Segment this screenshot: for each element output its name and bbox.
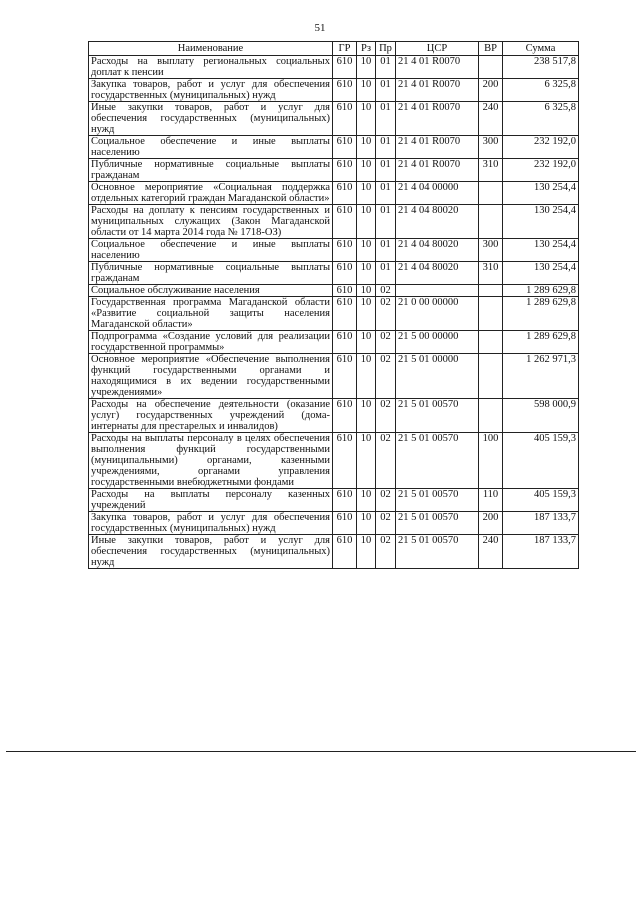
cell-rz: 10 bbox=[357, 535, 376, 569]
header-row bbox=[89, 42, 579, 56]
cell-rz: 10 bbox=[357, 354, 376, 399]
cell-name: Социальное обеспечение и иные выплаты населению bbox=[89, 136, 333, 159]
cell-vr bbox=[479, 182, 503, 205]
cell-name: Социальное обеспечение и иные выплаты населению bbox=[89, 239, 333, 262]
cell-gr: 610 bbox=[333, 102, 357, 136]
table-header bbox=[89, 42, 579, 56]
cell-pr: 01 bbox=[376, 262, 396, 285]
cell-gr: 610 bbox=[333, 239, 357, 262]
table-row bbox=[89, 136, 579, 159]
cell-vr: 300 bbox=[479, 239, 503, 262]
cell-vr: 240 bbox=[479, 102, 503, 136]
table-row bbox=[89, 56, 579, 79]
cell-rz: 10 bbox=[357, 205, 376, 239]
cell-rz: 10 bbox=[357, 433, 376, 489]
table-row bbox=[89, 79, 579, 102]
cell-sum: 187 133,7 bbox=[503, 512, 579, 535]
cell-sum: 130 254,4 bbox=[503, 239, 579, 262]
cell-name: Расходы на выплаты персоналу казенных учреждений bbox=[89, 489, 333, 512]
cell-rz: 10 bbox=[357, 512, 376, 535]
cell-vr: 200 bbox=[479, 79, 503, 102]
cell-pr: 01 bbox=[376, 56, 396, 79]
cell-rz: 10 bbox=[357, 159, 376, 182]
cell-csr: 21 4 04 00000 bbox=[396, 182, 479, 205]
cell-pr: 02 bbox=[376, 285, 396, 297]
cell-gr: 610 bbox=[333, 354, 357, 399]
cell-rz: 10 bbox=[357, 182, 376, 205]
cell-pr: 02 bbox=[376, 535, 396, 569]
cell-sum: 6 325,8 bbox=[503, 102, 579, 136]
table-row bbox=[89, 239, 579, 262]
cell-pr: 02 bbox=[376, 354, 396, 399]
cell-pr: 01 bbox=[376, 239, 396, 262]
cell-csr bbox=[396, 285, 479, 297]
cell-name: Публичные нормативные социальные выплаты гражданам bbox=[89, 159, 333, 182]
header-vr: ВР bbox=[479, 42, 503, 56]
cell-name: Иные закупки товаров, работ и услуг для обеспечения государственных (муниципальных) нужд bbox=[89, 102, 333, 136]
cell-gr: 610 bbox=[333, 205, 357, 239]
cell-sum: 1 289 629,8 bbox=[503, 331, 579, 354]
cell-name: Закупка товаров, работ и услуг для обеспечения государственных (муниципальных) нужд bbox=[89, 79, 333, 102]
cell-pr: 01 bbox=[376, 79, 396, 102]
cell-vr bbox=[479, 56, 503, 79]
cell-pr: 01 bbox=[376, 102, 396, 136]
cell-csr: 21 5 01 00570 bbox=[396, 399, 479, 433]
cell-sum: 238 517,8 bbox=[503, 56, 579, 79]
cell-gr: 610 bbox=[333, 56, 357, 79]
cell-csr: 21 5 00 00000 bbox=[396, 331, 479, 354]
cell-sum: 232 192,0 bbox=[503, 159, 579, 182]
cell-pr: 01 bbox=[376, 182, 396, 205]
cell-sum: 598 000,9 bbox=[503, 399, 579, 433]
cell-name: Закупка товаров, работ и услуг для обеспечения государственных (муниципальных) нужд bbox=[89, 512, 333, 535]
cell-csr: 21 4 01 R0070 bbox=[396, 102, 479, 136]
table-row bbox=[89, 512, 579, 535]
table-row bbox=[89, 159, 579, 182]
cell-csr: 21 5 01 00570 bbox=[396, 535, 479, 569]
cell-sum: 232 192,0 bbox=[503, 136, 579, 159]
table-row bbox=[89, 182, 579, 205]
table-row bbox=[89, 205, 579, 239]
cell-rz: 10 bbox=[357, 489, 376, 512]
cell-vr bbox=[479, 331, 503, 354]
cell-gr: 610 bbox=[333, 136, 357, 159]
cell-vr bbox=[479, 285, 503, 297]
cell-sum: 187 133,7 bbox=[503, 535, 579, 569]
cell-vr bbox=[479, 205, 503, 239]
cell-csr: 21 5 01 00570 bbox=[396, 489, 479, 512]
cell-pr: 01 bbox=[376, 205, 396, 239]
cell-gr: 610 bbox=[333, 297, 357, 331]
cell-csr: 21 4 01 R0070 bbox=[396, 136, 479, 159]
footer-divider bbox=[6, 751, 636, 752]
cell-pr: 02 bbox=[376, 489, 396, 512]
cell-sum: 130 254,4 bbox=[503, 262, 579, 285]
cell-rz: 10 bbox=[357, 262, 376, 285]
cell-name: Основное мероприятие «Социальная поддержка отдельных категорий граждан Магаданской области» bbox=[89, 182, 333, 205]
table-row bbox=[89, 489, 579, 512]
cell-sum: 1 262 971,3 bbox=[503, 354, 579, 399]
cell-vr: 310 bbox=[479, 262, 503, 285]
cell-csr: 21 4 01 R0070 bbox=[396, 56, 479, 79]
cell-name: Расходы на обеспечение деятельности (оказание услуг) государственных учреждений (дома-интернаты для престарелых и инвалидов) bbox=[89, 399, 333, 433]
cell-csr: 21 5 01 00570 bbox=[396, 433, 479, 489]
cell-vr bbox=[479, 297, 503, 331]
cell-pr: 02 bbox=[376, 433, 396, 489]
cell-pr: 01 bbox=[376, 159, 396, 182]
cell-pr: 02 bbox=[376, 512, 396, 535]
cell-sum: 6 325,8 bbox=[503, 79, 579, 102]
cell-vr: 300 bbox=[479, 136, 503, 159]
budget-table bbox=[88, 41, 579, 569]
cell-pr: 01 bbox=[376, 136, 396, 159]
cell-gr: 610 bbox=[333, 399, 357, 433]
cell-name: Подпрограмма «Создание условий для реализации государственной программы» bbox=[89, 331, 333, 354]
cell-sum: 1 289 629,8 bbox=[503, 297, 579, 331]
table-row bbox=[89, 262, 579, 285]
cell-vr: 200 bbox=[479, 512, 503, 535]
cell-gr: 610 bbox=[333, 79, 357, 102]
cell-pr: 02 bbox=[376, 399, 396, 433]
header-gr: ГР bbox=[333, 42, 357, 56]
cell-name: Основное мероприятие «Обеспечение выполнения функций государственными органами и находящимися в их ведении государственными учреждениями» bbox=[89, 354, 333, 399]
header-rz: Рз bbox=[357, 42, 376, 56]
table-row bbox=[89, 331, 579, 354]
table-row bbox=[89, 102, 579, 136]
page-number: 51 bbox=[314, 22, 326, 34]
cell-gr: 610 bbox=[333, 285, 357, 297]
cell-name: Расходы на доплату к пенсиям государственных и муниципальных служащих (Закон Магаданской области от 14 марта 2014 года № 1718-ОЗ) bbox=[89, 205, 333, 239]
cell-vr: 310 bbox=[479, 159, 503, 182]
cell-rz: 10 bbox=[357, 79, 376, 102]
cell-name: Расходы на выплату региональных социальных доплат к пенсии bbox=[89, 56, 333, 79]
cell-vr bbox=[479, 354, 503, 399]
cell-csr: 21 4 01 R0070 bbox=[396, 79, 479, 102]
cell-vr bbox=[479, 399, 503, 433]
cell-gr: 610 bbox=[333, 512, 357, 535]
cell-sum: 1 289 629,8 bbox=[503, 285, 579, 297]
header-name: Наименование bbox=[89, 42, 333, 56]
table-row bbox=[89, 399, 579, 433]
table-row bbox=[89, 297, 579, 331]
cell-gr: 610 bbox=[333, 535, 357, 569]
cell-rz: 10 bbox=[357, 239, 376, 262]
cell-csr: 21 0 00 00000 bbox=[396, 297, 479, 331]
cell-gr: 610 bbox=[333, 489, 357, 512]
cell-name: Публичные нормативные социальные выплаты гражданам bbox=[89, 262, 333, 285]
cell-name: Государственная программа Магаданской области «Развитие социальной защиты населения Магаданской области» bbox=[89, 297, 333, 331]
cell-csr: 21 4 04 80020 bbox=[396, 239, 479, 262]
table-row bbox=[89, 433, 579, 489]
cell-csr: 21 4 04 80020 bbox=[396, 262, 479, 285]
cell-gr: 610 bbox=[333, 159, 357, 182]
cell-csr: 21 4 04 80020 bbox=[396, 205, 479, 239]
cell-csr: 21 5 01 00570 bbox=[396, 512, 479, 535]
cell-csr: 21 5 01 00000 bbox=[396, 354, 479, 399]
cell-rz: 10 bbox=[357, 136, 376, 159]
cell-sum: 130 254,4 bbox=[503, 205, 579, 239]
table-row bbox=[89, 285, 579, 297]
cell-vr: 100 bbox=[479, 433, 503, 489]
cell-gr: 610 bbox=[333, 331, 357, 354]
header-csr: ЦСР bbox=[396, 42, 479, 56]
cell-name: Иные закупки товаров, работ и услуг для обеспечения государственных (муниципальных) нужд bbox=[89, 535, 333, 569]
cell-pr: 02 bbox=[376, 297, 396, 331]
cell-sum: 405 159,3 bbox=[503, 489, 579, 512]
cell-vr: 110 bbox=[479, 489, 503, 512]
cell-rz: 10 bbox=[357, 399, 376, 433]
cell-rz: 10 bbox=[357, 56, 376, 79]
cell-sum: 130 254,4 bbox=[503, 182, 579, 205]
cell-sum: 405 159,3 bbox=[503, 433, 579, 489]
table-row bbox=[89, 535, 579, 569]
cell-gr: 610 bbox=[333, 182, 357, 205]
cell-gr: 610 bbox=[333, 433, 357, 489]
cell-rz: 10 bbox=[357, 285, 376, 297]
cell-rz: 10 bbox=[357, 331, 376, 354]
cell-name: Социальное обслуживание населения bbox=[89, 285, 333, 297]
header-sum: Сумма bbox=[503, 42, 579, 56]
table-row bbox=[89, 354, 579, 399]
cell-vr: 240 bbox=[479, 535, 503, 569]
cell-rz: 10 bbox=[357, 102, 376, 136]
cell-gr: 610 bbox=[333, 262, 357, 285]
cell-csr: 21 4 01 R0070 bbox=[396, 159, 479, 182]
cell-pr: 02 bbox=[376, 331, 396, 354]
cell-rz: 10 bbox=[357, 297, 376, 331]
cell-name: Расходы на выплаты персоналу в целях обеспечения выполнения функций государственными (муниципальными) органами, казенными учреждениями, органами управления государственными внебюджетными фондами bbox=[89, 433, 333, 489]
header-pr: Пр bbox=[376, 42, 396, 56]
table-body bbox=[89, 56, 579, 569]
